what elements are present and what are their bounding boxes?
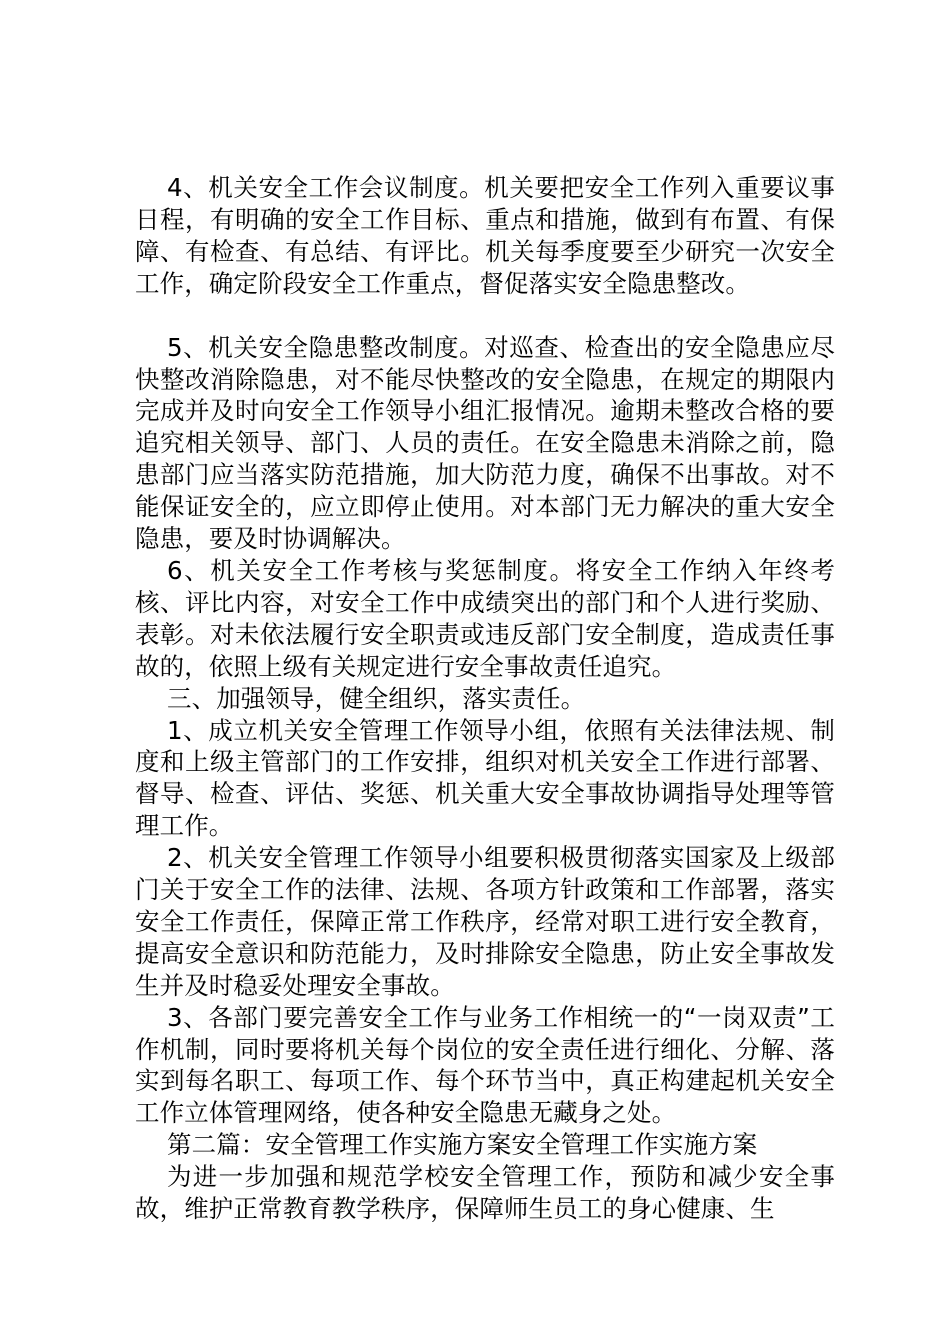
- paragraph-intro: 为进一步加强和规范学校安全管理工作，预防和减少安全事故，维护正常教育教学秩序，保障师生员工的身心健康、生: [135, 1162, 835, 1224]
- section-heading-leadership: 三、加强领导，健全组织，落实责任。: [167, 683, 586, 713]
- paragraph-hazard-rectification: 5、机关安全隐患整改制度。对巡查、检查出的安全隐患应尽快整改消除隐患，对不能尽快整改的安全隐患，在规定的期限内完成并及时向安全工作领导小组汇报情况。逾期未整改合格的要追究相关领导、部门、人员的责任。在安全隐患未消除之前，隐患部门应当落实防范措施，加大防范力度，确保不出事故。对不能保证安全的，应立即停止使用。对本部门无力解决的重大安全隐患，要及时协调解决。: [135, 332, 835, 554]
- paragraph-dual-responsibility: 3、各部门要完善安全工作与业务工作相统一的“一岗双责”工作机制，同时要将机关每个岗位的安全责任进行细化、分解、落实到每名职工、每项工作、每个环节当中，真正构建起机关安全工作立体管理网络，使各种安全隐患无藏身之处。: [135, 1002, 835, 1128]
- paragraph-leading-group: 1、成立机关安全管理工作领导小组，依照有关法律法规、制度和上级主管部门的工作安排，组织对机关安全工作进行部署、督导、检查、评估、奖惩、机关重大安全事故协调指导处理等管理工作。: [135, 715, 835, 841]
- paragraph-leading-group-duties: 2、机关安全管理工作领导小组要积极贯彻落实国家及上级部门关于安全工作的法律、法规、各项方针政策和工作部署，落实安全工作责任，保障正常工作秩序，经常对职工进行安全教育，提高安全意识和防范能力，及时排除安全隐患，防止安全事故发生并及时稳妥处理安全事故。: [135, 843, 835, 1000]
- paragraph-assessment-rewards: 6、机关安全工作考核与奖惩制度。将安全工作纳入年终考核、评比内容，对安全工作中成绩突出的部门和个人进行奖励、表彰。对未依法履行安全职责或违反部门安全制度，造成责任事故的，依照上级有关规定进行安全事故责任追究。: [135, 555, 835, 681]
- document-page: [135, 172, 835, 1225]
- paragraph-meeting-system: 4、机关安全工作会议制度。机关要把安全工作列入重要议事日程，有明确的安全工作目标、重点和措施，做到有布置、有保障、有检查、有总结、有评比。机关每季度要至少研究一次安全工作，确定阶段安全工作重点，督促落实安全隐患整改。: [135, 173, 835, 298]
- chapter-title: 第二篇：安全管理工作实施方案安全管理工作实施方案: [167, 1130, 758, 1160]
